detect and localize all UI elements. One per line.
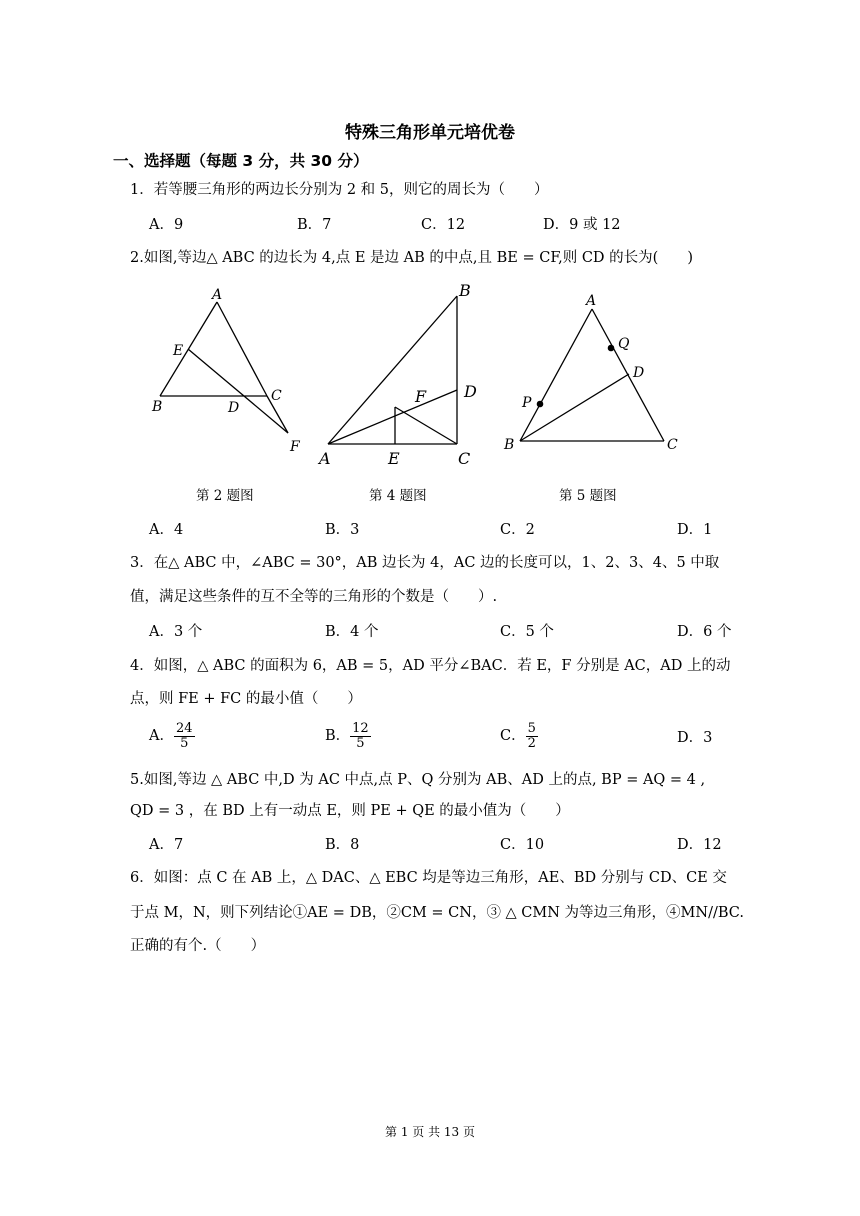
question-6-line-1: 6．如图：点 C 在 AB 上，△ DAC、△ EBC 均是等边三角形，AE、BD 分别与 CD、CE 交 (130, 870, 727, 886)
question-3-line-1: 3．在△ ABC 中，∠ABC = 30°，AB 边长为 4，AC 边的长度可以，1、2、3、4、5 中取 (130, 555, 720, 571)
q4-option-b-fraction (350, 722, 371, 750)
q1-option-c: C．12 (421, 217, 466, 233)
figure-5-diagram (500, 285, 690, 455)
q4-option-a-numerator: 24 (175, 721, 193, 736)
figure-4-diagram (315, 280, 485, 470)
q4-option-b-denominator: 5 (356, 735, 365, 751)
page-footer: 第 1 页 共 13 页 (385, 1125, 475, 1139)
q1-option-a: A．9 (149, 217, 184, 233)
figure-2-caption: 第 2 题图 (196, 488, 254, 504)
q3-option-d: D．6 个 (677, 624, 732, 640)
q4-option-a-denominator: 5 (180, 735, 189, 751)
fig4-label-b: B (459, 281, 471, 300)
q4-option-c (500, 722, 538, 750)
question-6-line-2: 于点 M，N，则下列结论①AE = DB，②CM = CN，③ △ CMN 为等边三角形，④MN//BC. (130, 905, 744, 921)
q4-option-a-letter: A． (149, 728, 174, 745)
fig2-label-d: D (228, 400, 240, 416)
section-heading: 一、选择题（每题 3 分，共 30 分） (113, 152, 369, 170)
fig2-label-e: E (173, 343, 184, 359)
q5-option-b: B．8 (325, 837, 360, 853)
q3-option-a: A．3 个 (149, 624, 203, 640)
fig2-label-c: C (271, 388, 282, 404)
question-3-line-2: 值，满足这些条件的互不全等的三角形的个数是（ ）. (130, 589, 498, 605)
fig5-point-p (537, 401, 544, 408)
question-4-line-1: 4．如图，△ ABC 的面积为 6，AB = 5，AD 平分∠BAC．若 E，F 分别是 AC，AD 上的动 (130, 658, 731, 674)
q2-option-d: D．1 (677, 522, 713, 538)
fig2-label-f: F (290, 439, 300, 455)
fig5-label-c: C (667, 437, 678, 453)
q4-option-b (325, 722, 371, 750)
q4-option-c-numerator: 5 (527, 721, 536, 736)
q3-option-b: B．4 个 (325, 624, 379, 640)
q4-option-d-value: 3 (703, 730, 713, 746)
q3-option-c: C．5 个 (500, 624, 554, 640)
q2-option-c: C．2 (500, 522, 535, 538)
figure-5-caption: 第 5 题图 (559, 488, 617, 504)
fig4-label-d: D (464, 382, 477, 401)
fig5-label-d: D (633, 365, 645, 381)
q4-option-c-denominator: 2 (527, 735, 536, 751)
fig5-label-p: P (522, 395, 532, 411)
q1-option-b: B．7 (297, 217, 332, 233)
fig5-label-q: Q (618, 336, 630, 352)
fig5-point-q (608, 345, 615, 352)
fig5-label-a: A (586, 293, 597, 309)
fig4-label-f: F (415, 387, 427, 406)
q1-option-d: D．9 或 12 (543, 217, 621, 233)
q2-option-b: B．3 (325, 522, 360, 538)
q5-option-c: C．10 (500, 837, 545, 853)
fig4-label-a: A (319, 449, 331, 468)
q4-option-d (677, 726, 712, 747)
figure-2-diagram (140, 285, 320, 465)
fig5-label-b: B (504, 437, 515, 453)
q4-option-a-fraction (174, 722, 195, 750)
q2-option-a: A．4 (149, 522, 184, 538)
q4-option-d-letter: D． (677, 730, 704, 746)
question-1-text: 1．若等腰三角形的两边长分别为 2 和 5，则它的周长为（ ） (130, 182, 549, 198)
q4-option-a (149, 722, 195, 750)
question-5-line-2: QD = 3 ，在 BD 上有一动点 E，则 PE + QE 的最小值为（ ） (130, 803, 570, 819)
fig2-label-b: B (152, 399, 163, 415)
figure-4-caption: 第 4 题图 (369, 488, 427, 504)
q4-option-b-letter: B． (325, 728, 351, 745)
fig4-label-e: E (388, 449, 400, 468)
q5-option-a: A．7 (149, 837, 184, 853)
fig2-label-a: A (212, 287, 223, 303)
q4-option-c-fraction (526, 722, 538, 750)
fig4-label-c: C (458, 449, 471, 468)
question-6-line-3: 正确的有个.（ ） (130, 938, 266, 954)
page-title: 特殊三角形单元培优卷 (345, 123, 515, 143)
q4-option-b-numerator: 12 (352, 721, 369, 736)
q4-option-c-letter: C． (500, 728, 526, 745)
question-4-line-2: 点，则 FE + FC 的最小值（ ） (130, 691, 362, 707)
question-2-text: 2.如图,等边△ ABC 的边长为 4,点 E 是边 AB 的中点,且 BE = CF,则 CD 的长为( ) (130, 250, 693, 266)
q5-option-d: D．12 (677, 837, 722, 853)
question-5-line-1: 5.如图,等边 △ ABC 中,D 为 AC 中点,点 P、Q 分别为 AB、AD 上的点, BP = AQ = 4 , (130, 772, 706, 788)
